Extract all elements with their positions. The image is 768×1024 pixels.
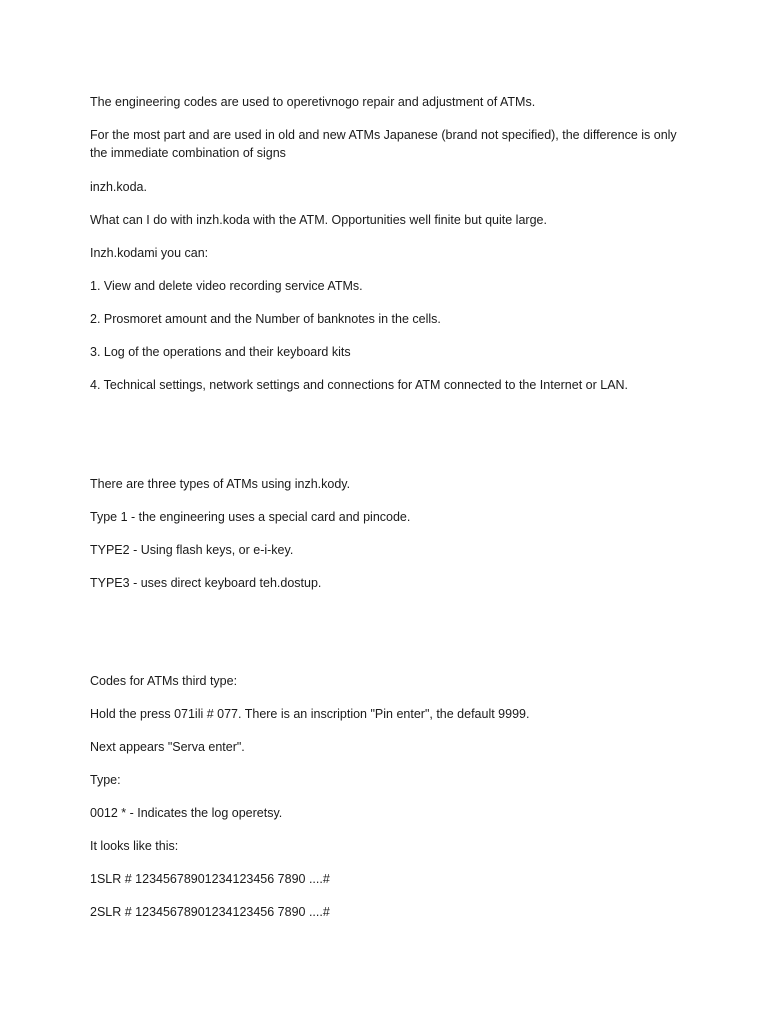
list-item-4: 4. Technical settings, network settings and connections for ATM connected to the Internet or LAN. bbox=[90, 378, 629, 392]
paragraph-hold-press: Hold the press 071ili # 077. There is an inscription "Pin enter", the default 9999. bbox=[90, 707, 530, 721]
paragraph-type-3: TYPE3 - uses direct keyboard teh.dostup. bbox=[90, 576, 322, 590]
paragraph-intro: The engineering codes are used to operetivnogo repair and adjustment of ATMs. bbox=[90, 95, 536, 109]
paragraph-type-1: Type 1 - the engineering uses a special card and pincode. bbox=[90, 510, 411, 524]
paragraph-three-types: There are three types of ATMs using inzh.kody. bbox=[90, 477, 351, 491]
paragraph-2slr: 2SLR # 12345678901234123456 7890 ....# bbox=[90, 905, 330, 919]
paragraph-usage: For the most part and are used in old and new ATMs Japanese (brand not specified), the difference is only the immediate combination of signs bbox=[90, 128, 681, 160]
list-item-3: 3. Log of the operations and their keyboard kits bbox=[90, 345, 351, 359]
paragraph-type-label: Type: bbox=[90, 773, 121, 787]
list-item-2: 2. Prosmoret amount and the Number of banknotes in the cells. bbox=[90, 312, 441, 326]
paragraph-1slr: 1SLR # 12345678901234123456 7890 ....# bbox=[90, 872, 330, 886]
paragraph-looks-like: It looks like this: bbox=[90, 839, 179, 853]
list-item-1: 1. View and delete video recording service ATMs. bbox=[90, 279, 363, 293]
paragraph-inzh-koda: inzh.koda. bbox=[90, 180, 147, 194]
paragraph-codes-heading: Codes for ATMs third type: bbox=[90, 674, 238, 688]
paragraph-you-can: Inzh.kodami you can: bbox=[90, 246, 209, 260]
paragraph-type-2: TYPE2 - Using flash keys, or e-i-key. bbox=[90, 543, 294, 557]
paragraph-next-appears: Next appears "Serva enter". bbox=[90, 740, 245, 754]
paragraph-what-can: What can I do with inzh.koda with the ATM. Opportunities well finite but quite large. bbox=[90, 213, 547, 227]
paragraph-code-0012: 0012 * - Indicates the log operetsy. bbox=[90, 806, 283, 820]
